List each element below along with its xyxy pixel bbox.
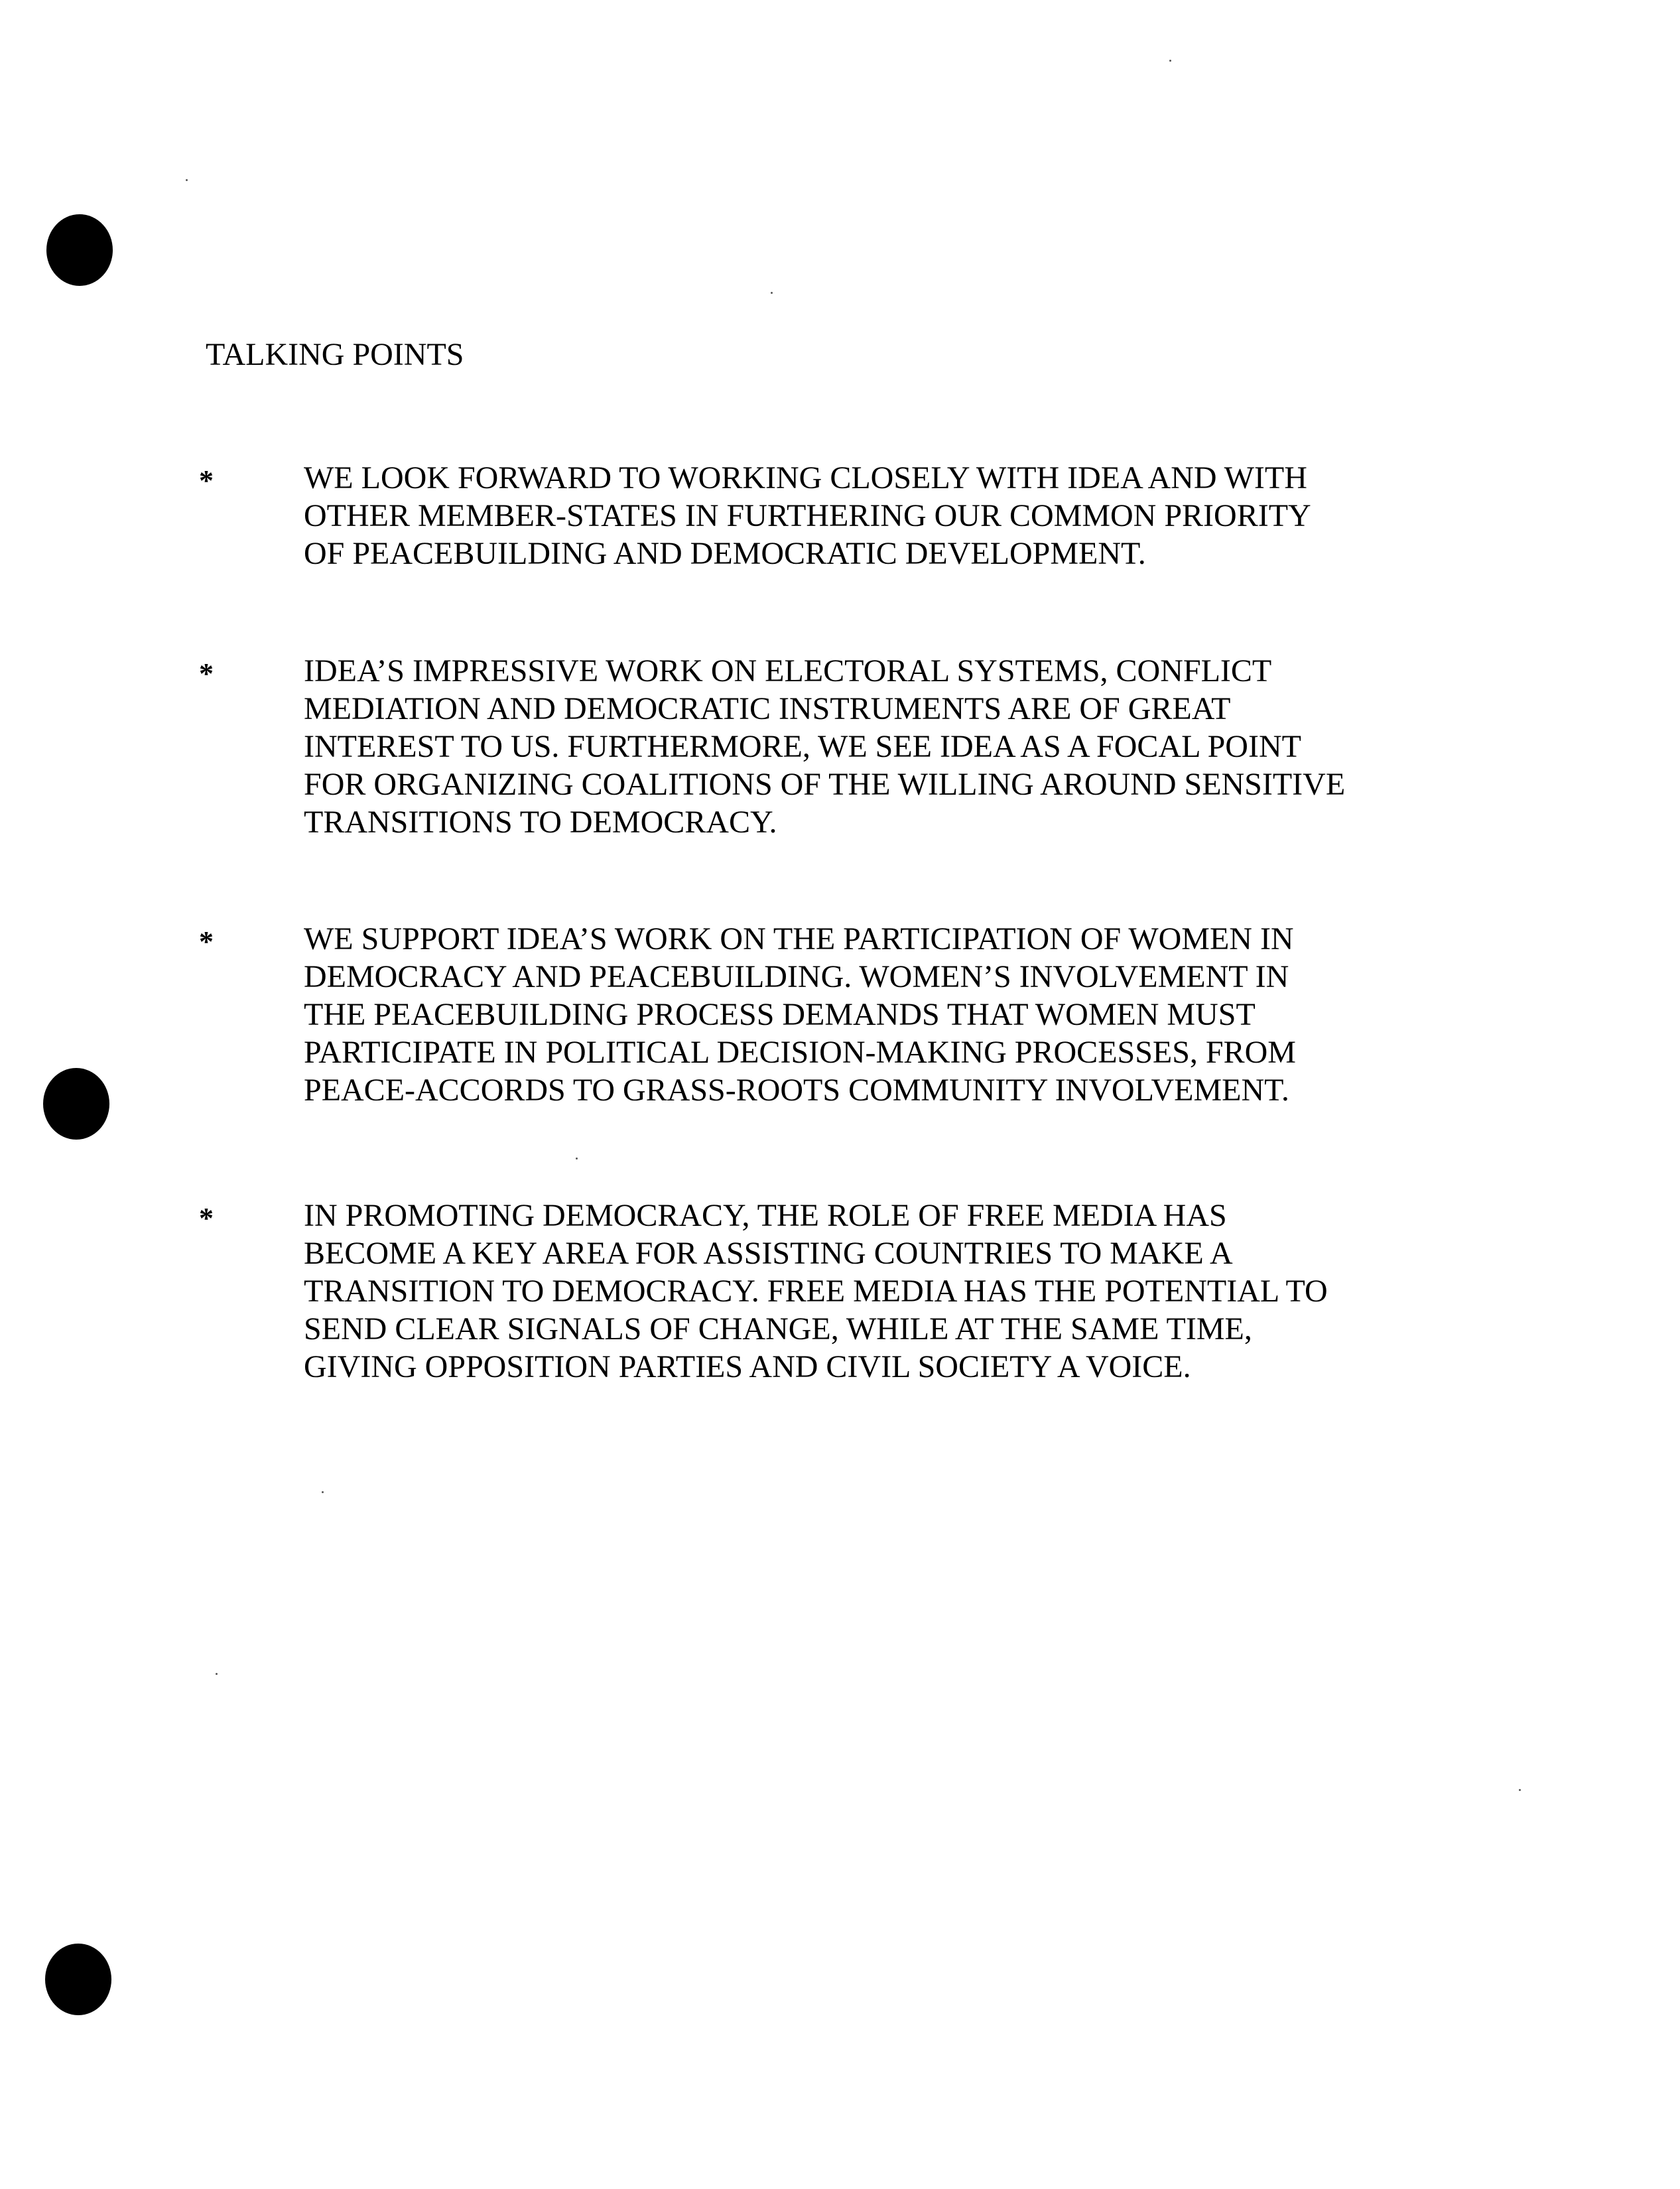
talking-point-text: IDEA’S IMPRESSIVE WORK ON ELECTORAL SYSTEMS, CONFLICT MEDIATION AND DEMOCRATIC INSTRUMENTS ARE OF GREAT INTEREST TO US. FURTHERMORE, WE SEE IDEA AS A FOCAL POINT FOR ORGANIZING COALITIONS OF THE WILLING AROUND SENSITIVE TRANSITIONS TO DEMOCRACY. xyxy=(304,653,1346,840)
talking-point xyxy=(199,459,1559,572)
talking-point xyxy=(199,1197,1559,1386)
scan-speck xyxy=(216,1673,218,1675)
bullet-asterisk: * xyxy=(199,925,214,958)
talking-point-text: WE LOOK FORWARD TO WORKING CLOSELY WITH IDEA AND WITH OTHER MEMBER-STATES IN FURTHERING OUR COMMON PRIORITY OF PEACEBUILDING AND DEMOCRATIC DEVELOPMENT. xyxy=(304,460,1311,571)
talking-point xyxy=(199,652,1559,841)
bullet-asterisk: * xyxy=(199,464,214,497)
punch-hole-bottom xyxy=(45,1944,111,2015)
punch-hole-top xyxy=(46,214,113,286)
bullet-asterisk: * xyxy=(199,1202,214,1234)
talking-point-text: WE SUPPORT IDEA’S WORK ON THE PARTICIPATION OF WOMEN IN DEMOCRACY AND PEACEBUILDING. WOMEN’S INVOLVEMENT IN THE PEACEBUILDING PROCESS DEMANDS THAT WOMEN MUST PARTICIPATE IN POLITICAL DECISION-MAKING PROCESSES, FROM PEACE-ACCORDS TO GRASS-ROOTS COMMUNITY INVOLVEMENT. xyxy=(304,921,1296,1108)
talking-point xyxy=(199,920,1559,1109)
scan-speck xyxy=(186,179,188,181)
punch-hole-middle xyxy=(43,1068,109,1140)
scan-speck xyxy=(1169,60,1171,62)
scan-speck xyxy=(576,1158,578,1160)
bullet-asterisk: * xyxy=(199,657,214,690)
scan-speck xyxy=(1519,1789,1521,1791)
scan-speck xyxy=(322,1491,324,1493)
document-title: TALKING POINTS xyxy=(206,337,464,372)
scan-speck xyxy=(771,292,773,294)
talking-point-text: IN PROMOTING DEMOCRACY, THE ROLE OF FREE MEDIA HAS BECOME A KEY AREA FOR ASSISTING COUNTRIES TO MAKE A TRANSITION TO DEMOCRACY. FREE MEDIA HAS THE POTENTIAL TO SEND CLEAR SIGNALS OF CHANGE, WHILE AT THE SAME TIME, GIVING OPPOSITION PARTIES AND CIVIL SOCIETY A VOICE. xyxy=(304,1198,1328,1384)
